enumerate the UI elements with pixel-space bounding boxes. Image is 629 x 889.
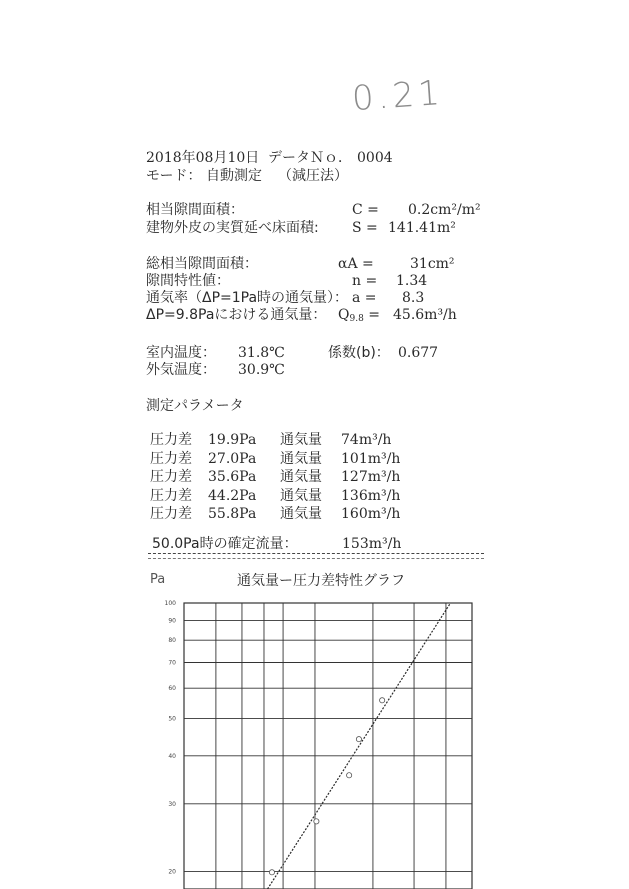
mode-value: 自動測定 (206, 168, 262, 184)
params-title: 測定パラメータ (146, 398, 244, 414)
pressure-label: 圧力差 (150, 450, 192, 467)
data-point (356, 737, 361, 742)
flow-label: 通気量 (280, 432, 322, 448)
pressure-label: 圧力差 (150, 487, 192, 504)
flow-label: 通気量 (280, 506, 322, 522)
outdoor-temp-label: 外気温度： (146, 362, 216, 378)
fixed-flow-label: 50.0Pa時の確定流量： (152, 536, 298, 552)
y-tick-label: 30 (168, 800, 176, 808)
q-symbol: $Q_{9.8}$ = (338, 307, 380, 324)
a-label: 通気率（ΔP=1Pa時の通気量）： (146, 290, 349, 306)
a-symbol: a = (352, 290, 377, 306)
pressure-value: 44.2Pa (208, 487, 257, 504)
c-value: 0.2cm²/m² (408, 202, 481, 218)
indoor-temp-value: 31.8℃ (238, 345, 285, 361)
a-value: 8.3 (402, 290, 425, 306)
y-tick-label: 100 (164, 600, 176, 607)
y-tick-label: 20 (168, 868, 176, 876)
pressure-value: 19.9Pa (208, 432, 257, 448)
flow-label: 通気量 (280, 450, 322, 467)
data-no-label: データＮｏ． (268, 150, 352, 166)
pressure-label: 圧力差 (150, 432, 192, 448)
y-tick-label: 40 (168, 752, 176, 760)
y-tick-label: 70 (168, 659, 176, 667)
fixed-flow-value: 153m³/h (342, 536, 402, 552)
q-subscript: 9.8 (349, 314, 364, 324)
flow-label: 通気量 (280, 487, 322, 504)
plot-frame (184, 603, 472, 889)
y-tick-label: 80 (168, 637, 176, 645)
s-label: 建物外皮の実質延べ床面積: (146, 220, 319, 236)
aa-value: 31cm² (410, 256, 455, 272)
y-tick-label: 90 (168, 617, 176, 625)
y-tick-label: 50 (168, 715, 176, 723)
aa-label: 総相当隙間面積： (146, 256, 258, 272)
flow-label: 通気量 (280, 469, 322, 485)
coef-label: 係数(b)： (328, 345, 390, 361)
data-no: 0004 (357, 150, 393, 166)
handwritten-note: 0.21 (350, 72, 445, 120)
s-value: 141.41m² (388, 220, 456, 236)
n-label: 隙間特性値： (146, 273, 230, 289)
data-point (269, 870, 274, 875)
indoor-temp-label: 室内温度： (146, 345, 216, 361)
data-point (314, 819, 319, 824)
flow-value: 127m³/h (341, 469, 401, 485)
pressure-value: 55.8Pa (208, 506, 257, 522)
date: 2018年08月10日 (146, 150, 260, 166)
aa-symbol: αA = (338, 256, 374, 272)
n-value: 1.34 (396, 273, 428, 289)
c-symbol: C = (352, 202, 379, 218)
chart-y-label: Pa (150, 572, 166, 587)
q-label: ΔP=9.8Paにおける通気量： (146, 307, 327, 323)
y-tick-label: 60 (168, 685, 176, 693)
data-point (380, 698, 385, 703)
n-symbol: n = (352, 273, 378, 289)
pressure-value: 35.6Pa (208, 469, 257, 485)
c-label: 相当隙間面積： (146, 202, 244, 218)
pressure-label: 圧力差 (150, 506, 192, 522)
fit-line (268, 603, 451, 889)
flow-value: 101m³/h (341, 450, 401, 467)
flow-value: 74m³/h (341, 432, 392, 448)
data-point (347, 773, 352, 778)
pressure-label: 圧力差 (150, 469, 192, 485)
pressure-value: 27.0Pa (208, 450, 257, 467)
s-symbol: S = (352, 220, 378, 236)
flow-value: 136m³/h (341, 487, 401, 504)
mode-label: モード： (146, 168, 202, 184)
coef-value: 0.677 (398, 345, 439, 361)
q-value: 45.6m³/h (393, 307, 457, 323)
mode-method: （減圧法） (278, 168, 348, 184)
chart-title: 通気量ー圧力差特性グラフ (237, 573, 405, 589)
flow-value: 160m³/h (341, 506, 401, 522)
outdoor-temp-value: 30.9℃ (238, 362, 285, 378)
